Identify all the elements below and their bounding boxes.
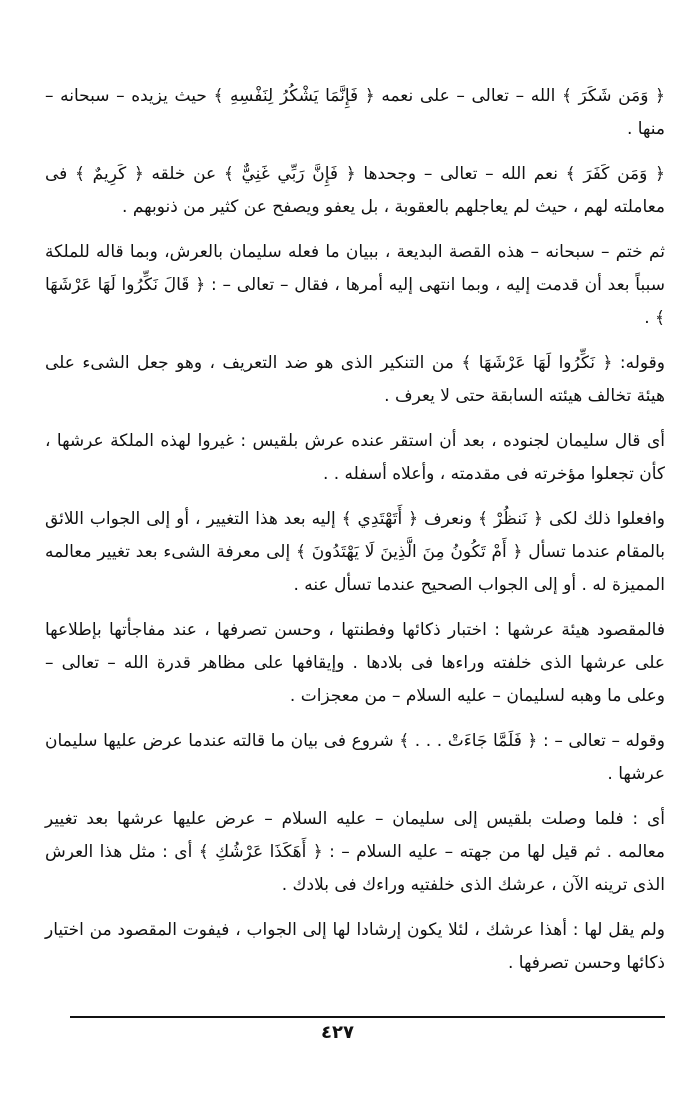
paragraph: ولم يقل لها : أهذا عرشك ، لئلا يكون إرشادا لها إلى الجواب ، فيفوت المقصود من اختيار ذكائها وحسن تصرفها .	[45, 920, 665, 973]
body-text	[45, 80, 665, 980]
paragraph: ﴿ وَمَن كَفَرَ ﴾ نعم الله – تعالى – وجحدها ﴿ فَإِنَّ رَبِّي غَنِيٌّ ﴾ عن خلقه ﴿ كَرِيمٌ ﴾ فى معاملته لهم ، حيث لم يعاجلهم بالعقوبة ، بل يعفو ويصفح عن كثير من ذنوبهم .	[45, 164, 665, 217]
page-number: ٤٢٧	[321, 1022, 354, 1043]
paragraph: فالمقصود هيئة عرشها : اختبار ذكائها وفطنتها ، وحسن تصرفها ، عند مفاجأتها بإطلاعها على عرشها الذى خلفته وراءها فى بلادها . وإيقافها على مظاهر قدرة الله – تعالى – وعلى ما وهبه لسليمان – عليه السلام – من معجزات .	[45, 620, 665, 706]
paragraph: أى قال سليمان لجنوده ، بعد أن استقر عنده عرش بلقيس : غيروا لهذه الملكة عرشها ، كأن تجعلوا مؤخرته فى مقدمته ، وأعلاه أسفله . .	[45, 431, 665, 484]
paragraph: ﴿ وَمَن شَكَرَ ﴾ الله – تعالى – على نعمه ﴿ فَإِنَّمَا يَشْكُرُ لِنَفْسِهِ ﴾ حيث يزيده – سبحانه – منها .	[45, 86, 665, 139]
paragraph: أى : فلما وصلت بلقيس إلى سليمان – عليه السلام – عرض عليها عرشها بعد تغيير معالمه . ثم قيل لها من جهته – عليه السلام – : ﴿ أَهَكَذَا عَرْشُكِ ﴾ أى : مثل هذا العرش الذى ترينه الآن ، عرشك الذى خلفتيه وراءك فى بلادك .	[45, 809, 665, 895]
paragraph: وقوله: ﴿ نَكِّرُوا لَهَا عَرْشَهَا ﴾ من التنكير الذى هو ضد التعريف ، وهو جعل الشىء على هيئة تخالف هيئته السابقة حتى لا يعرف .	[45, 353, 665, 406]
paragraph: وافعلوا ذلك لكى ﴿ نَنظُرْ ﴾ ونعرف ﴿ أَتَهْتَدِي ﴾ إليه بعد هذا التغيير ، أو إلى الجواب اللائق بالمقام عندما تسأل ﴿ أَمْ تَكُونُ مِنَ الَّذِينَ لَا يَهْتَدُونَ ﴾ إلى معرفة الشىء بعد تغيير معالمه المميزة له . أو إلى الجواب الصحيح عندما تسأل عنه .	[45, 509, 665, 595]
footer-divider	[70, 1016, 665, 1018]
paragraph: وقوله – تعالى – : ﴿ فَلَمَّا جَاءَتْ . . . ﴾ شروع فى بيان ما قالته عندما عرض عليها سليمان عرشها .	[45, 731, 665, 784]
paragraph: ثم ختم – سبحانه – هذه القصة البديعة ، ببيان ما فعله سليمان بالعرش، وبما قاله للملكة سبباً بعد أن قدمت إليه ، وبما انتهى إليه أمرها ، فقال – تعالى – : ﴿ قَالَ نَكِّرُوا لَهَا عَرْشَهَا ﴾ .	[45, 242, 665, 328]
